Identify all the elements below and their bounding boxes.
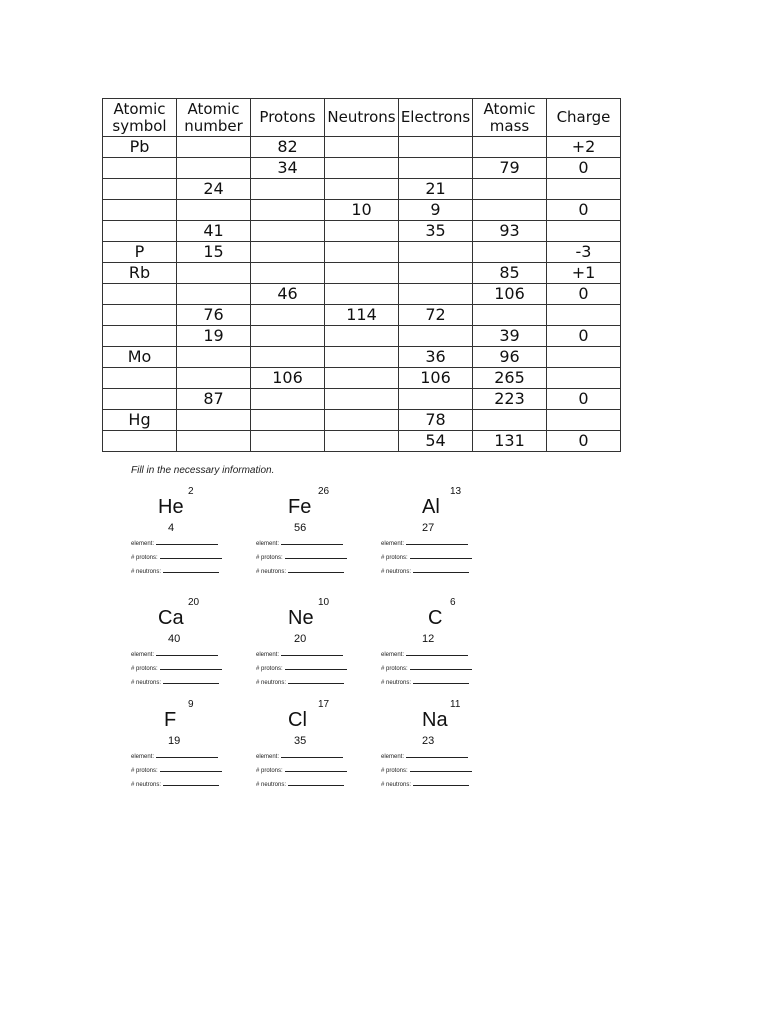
cell-charge: 0 [547,431,621,452]
cell-atomic-mass: 93 [473,221,547,242]
table-row [103,368,621,389]
element-field[interactable] [381,541,468,547]
protons-blank-line[interactable] [410,771,472,772]
cell-atomic-symbol: Rb [103,263,177,284]
cell-atomic-number: 19 [177,326,251,347]
element-blank-line[interactable] [406,757,468,758]
element-symbol: Cl [288,709,307,731]
cell-neutrons [325,158,399,179]
cell-atomic-mass: 131 [473,431,547,452]
neutrons-label: # neutrons: [131,680,162,686]
neutrons-blank-line[interactable] [163,683,219,684]
protons-blank-line[interactable] [160,558,222,559]
element-card [131,699,241,799]
neutrons-blank-line[interactable] [163,572,219,573]
protons-blank-line[interactable] [285,558,347,559]
cell-atomic-symbol [103,326,177,347]
neutrons-blank-line[interactable] [288,785,344,786]
table-row [103,158,621,179]
cell-atomic-symbol: Mo [103,347,177,368]
neutrons-field[interactable] [256,680,344,686]
cell-charge [547,221,621,242]
neutrons-field[interactable] [131,680,219,686]
cell-neutrons [325,179,399,200]
cell-atomic-mass [473,305,547,326]
element-label: element: [131,541,155,547]
cell-neutrons [325,221,399,242]
cell-neutrons [325,410,399,431]
cell-atomic-mass [473,137,547,158]
element-card [381,486,491,586]
protons-field[interactable] [131,555,222,561]
neutrons-field[interactable] [256,569,344,575]
element-symbol: C [428,607,443,629]
cell-neutrons [325,389,399,410]
cell-atomic-number: 15 [177,242,251,263]
element-label: element: [381,541,405,547]
table-body [103,137,621,452]
mass-number: 56 [294,522,307,534]
element-field[interactable] [256,541,343,547]
element-label: element: [381,754,405,760]
neutrons-blank-line[interactable] [413,572,469,573]
protons-label: # protons: [131,768,158,774]
table-row [103,284,621,305]
protons-blank-line[interactable] [285,669,347,670]
element-card [381,597,491,697]
cell-charge [547,179,621,200]
cell-neutrons [325,347,399,368]
cell-atomic-mass: 85 [473,263,547,284]
atomic-number: 13 [450,486,462,497]
protons-field[interactable] [381,768,472,774]
element-card [381,699,491,799]
cell-electrons: 35 [399,221,473,242]
cell-atomic-symbol [103,284,177,305]
neutrons-label: # neutrons: [381,680,412,686]
protons-label: # protons: [131,666,158,672]
cell-atomic-number: 76 [177,305,251,326]
table-row [103,137,621,158]
cell-neutrons [325,326,399,347]
cell-protons: 106 [251,368,325,389]
neutrons-blank-line[interactable] [163,785,219,786]
protons-label: # protons: [256,555,283,561]
mass-number: 4 [168,522,175,534]
element-label: element: [131,754,155,760]
table-row [103,263,621,284]
atomic-number: 2 [188,486,194,497]
cell-electrons: 9 [399,200,473,221]
element-blank-line[interactable] [156,544,218,545]
cell-protons [251,305,325,326]
element-card [131,486,241,586]
cell-atomic-symbol [103,200,177,221]
cell-atomic-mass [473,410,547,431]
atomic-number: 20 [188,597,200,608]
neutrons-field[interactable] [381,569,469,575]
cell-charge: -3 [547,242,621,263]
element-field[interactable] [131,652,218,658]
cell-protons [251,410,325,431]
cell-electrons [399,263,473,284]
element-card [256,597,366,697]
protons-field[interactable] [381,555,472,561]
cell-neutrons: 10 [325,200,399,221]
element-symbol: F [164,709,177,731]
cell-atomic-symbol [103,179,177,200]
cell-protons [251,263,325,284]
protons-label: # protons: [381,768,408,774]
protons-label: # protons: [256,768,283,774]
cell-atomic-symbol: Pb [103,137,177,158]
cell-charge: 0 [547,200,621,221]
cell-electrons: 36 [399,347,473,368]
protons-blank-line[interactable] [160,771,222,772]
element-field[interactable] [256,754,343,760]
neutrons-blank-line[interactable] [413,683,469,684]
header-charge: Charge [547,99,621,137]
mass-number: 20 [294,633,307,645]
cell-atomic-mass: 79 [473,158,547,179]
cell-neutrons [325,431,399,452]
neutrons-blank-line[interactable] [288,572,344,573]
cell-atomic-number [177,347,251,368]
cell-atomic-symbol [103,431,177,452]
mass-number: 27 [422,522,435,534]
table-row [103,326,621,347]
cell-atomic-symbol [103,368,177,389]
cell-protons [251,221,325,242]
protons-blank-line[interactable] [410,669,472,670]
element-blank-line[interactable] [281,655,343,656]
cell-electrons: 54 [399,431,473,452]
cell-electrons: 106 [399,368,473,389]
element-label: element: [256,652,280,658]
cell-protons [251,200,325,221]
atomic-number: 26 [318,486,330,497]
header-atomic-symbol: Atomic symbol [103,99,177,137]
cell-charge [547,368,621,389]
table-row [103,410,621,431]
mass-number: 23 [422,735,435,747]
element-card [131,597,241,697]
cell-atomic-symbol: P [103,242,177,263]
element-card [256,486,366,586]
element-blank-line[interactable] [281,544,343,545]
cell-atomic-number: 24 [177,179,251,200]
cell-atomic-number [177,368,251,389]
cell-atomic-number: 87 [177,389,251,410]
neutrons-field[interactable] [131,782,219,788]
element-symbol: Ca [158,607,184,629]
cell-neutrons [325,263,399,284]
cell-atomic-number: 41 [177,221,251,242]
cell-atomic-mass: 106 [473,284,547,305]
cell-protons: 82 [251,137,325,158]
table-row [103,221,621,242]
header-atomic-mass: Atomic mass [473,99,547,137]
protons-field[interactable] [131,768,222,774]
protons-field[interactable] [381,666,472,672]
neutrons-field[interactable] [256,782,344,788]
element-symbol: He [158,496,184,518]
neutrons-label: # neutrons: [256,782,287,788]
cell-atomic-mass: 223 [473,389,547,410]
cell-protons [251,326,325,347]
protons-blank-line[interactable] [410,558,472,559]
cell-electrons [399,242,473,263]
cell-neutrons [325,137,399,158]
mass-number: 40 [168,633,181,645]
protons-blank-line[interactable] [285,771,347,772]
cell-neutrons [325,284,399,305]
protons-label: # protons: [381,555,408,561]
cell-neutrons: 114 [325,305,399,326]
table-row [103,305,621,326]
cell-atomic-number [177,410,251,431]
table-header-row [103,99,621,137]
protons-label: # protons: [381,666,408,672]
header-electrons: Electrons [399,99,473,137]
cell-charge: 0 [547,284,621,305]
header-atomic-number: Atomic number [177,99,251,137]
element-label: element: [256,754,280,760]
cell-electrons [399,326,473,347]
cell-electrons: 72 [399,305,473,326]
element-blank-line[interactable] [281,757,343,758]
cell-charge: 0 [547,326,621,347]
table-row [103,431,621,452]
element-symbol: Na [422,709,448,731]
cell-atomic-mass [473,200,547,221]
protons-field[interactable] [256,768,347,774]
atomic-number: 6 [450,597,456,608]
element-field[interactable] [381,652,468,658]
element-blank-line[interactable] [156,757,218,758]
cell-atomic-symbol [103,221,177,242]
cell-protons [251,179,325,200]
atomic-number: 11 [450,699,461,710]
element-card [256,699,366,799]
cell-charge: +1 [547,263,621,284]
protons-label: # protons: [256,666,283,672]
table-row [103,179,621,200]
atomic-number: 17 [318,699,330,710]
neutrons-label: # neutrons: [131,782,162,788]
cell-atomic-number [177,137,251,158]
cell-electrons: 21 [399,179,473,200]
cell-protons [251,431,325,452]
cell-protons: 34 [251,158,325,179]
element-field[interactable] [256,652,343,658]
cell-atomic-symbol: Hg [103,410,177,431]
cell-atomic-symbol [103,158,177,179]
neutrons-label: # neutrons: [131,569,162,575]
atomic-number: 10 [318,597,330,608]
protons-field[interactable] [256,666,347,672]
neutrons-field[interactable] [381,680,469,686]
neutrons-label: # neutrons: [256,680,287,686]
neutrons-field[interactable] [381,782,469,788]
cell-neutrons [325,242,399,263]
cell-protons [251,242,325,263]
cell-atomic-mass: 96 [473,347,547,368]
element-blank-line[interactable] [156,655,218,656]
cell-atomic-mass: 39 [473,326,547,347]
element-field[interactable] [381,754,468,760]
cell-atomic-number [177,158,251,179]
cell-charge: +2 [547,137,621,158]
table-row [103,200,621,221]
element-label: element: [256,541,280,547]
neutrons-label: # neutrons: [256,569,287,575]
cell-electrons [399,389,473,410]
cell-electrons [399,284,473,305]
mass-number: 12 [422,633,435,645]
table-row [103,389,621,410]
element-blank-line[interactable] [406,544,468,545]
element-symbol: Ne [288,607,314,629]
header-neutrons: Neutrons [325,99,399,137]
element-field[interactable] [131,541,218,547]
cell-neutrons [325,368,399,389]
atom-properties-table [102,98,621,452]
element-label: element: [381,652,405,658]
protons-field[interactable] [256,555,347,561]
cell-charge [547,347,621,368]
neutrons-label: # neutrons: [381,569,412,575]
cell-atomic-number [177,200,251,221]
table-row [103,242,621,263]
cell-electrons [399,137,473,158]
neutrons-blank-line[interactable] [413,785,469,786]
neutrons-label: # neutrons: [381,782,412,788]
element-blank-line[interactable] [406,655,468,656]
mass-number: 35 [294,735,307,747]
element-field[interactable] [131,754,218,760]
mass-number: 19 [168,735,181,747]
cell-protons [251,347,325,368]
table-row [103,347,621,368]
cell-atomic-number [177,284,251,305]
protons-blank-line[interactable] [160,669,222,670]
cell-protons [251,389,325,410]
element-symbol: Fe [288,496,312,518]
instructions-text: Fill in the necessary information. [131,465,275,476]
cell-charge [547,305,621,326]
element-label: element: [131,652,155,658]
cell-charge: 0 [547,389,621,410]
cell-atomic-mass [473,242,547,263]
protons-label: # protons: [131,555,158,561]
cell-protons: 46 [251,284,325,305]
cell-atomic-mass [473,179,547,200]
cell-electrons: 78 [399,410,473,431]
cell-electrons [399,158,473,179]
cell-atomic-mass: 265 [473,368,547,389]
cell-atomic-symbol [103,389,177,410]
cell-charge [547,410,621,431]
cell-atomic-symbol [103,305,177,326]
header-protons: Protons [251,99,325,137]
neutrons-field[interactable] [131,569,219,575]
atomic-number: 9 [188,699,194,710]
element-symbol: Al [422,496,440,518]
cell-charge: 0 [547,158,621,179]
cell-atomic-number [177,431,251,452]
cell-atomic-number [177,263,251,284]
neutrons-blank-line[interactable] [288,683,344,684]
protons-field[interactable] [131,666,222,672]
